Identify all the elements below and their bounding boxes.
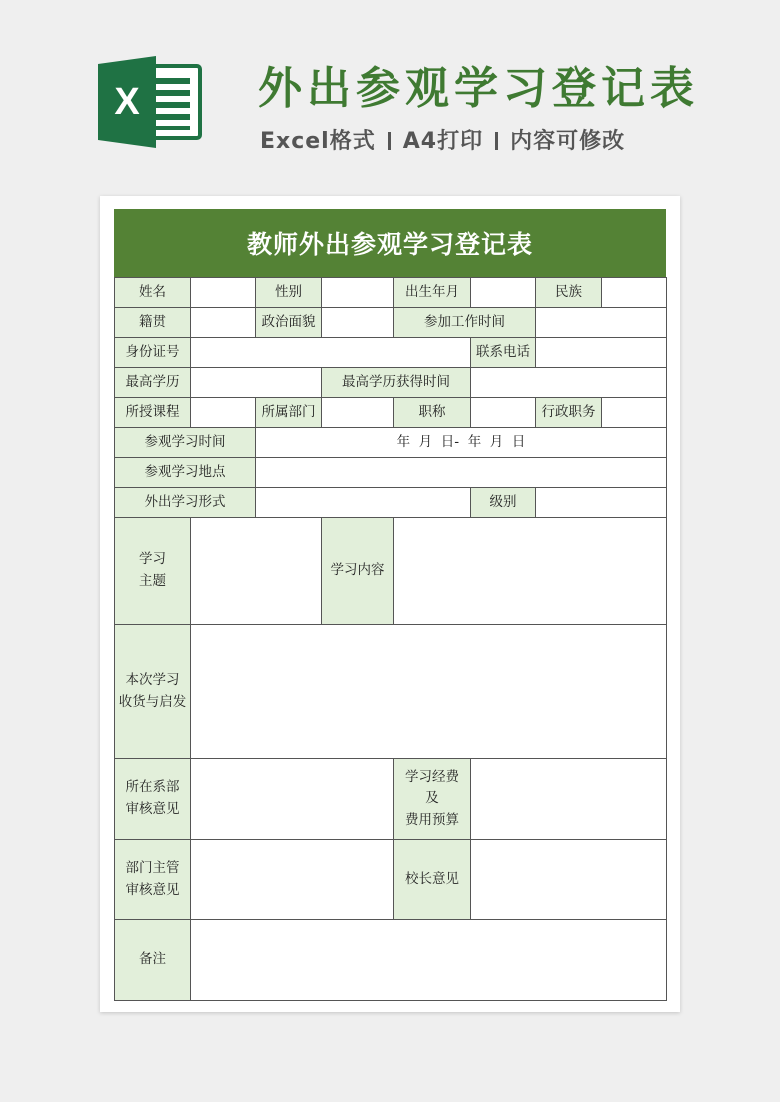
label-gender: 性别: [256, 278, 322, 308]
remarks-field[interactable]: [191, 920, 667, 1001]
label-dept-review: 所在系部 审核意见: [115, 759, 191, 840]
label-ethnicity: 民族: [536, 278, 602, 308]
label-birth: 出生年月: [394, 278, 471, 308]
education-field[interactable]: [191, 368, 322, 398]
topic-field[interactable]: [191, 518, 322, 625]
label-visit-form: 外出学习形式: [115, 488, 256, 518]
page-header: [0, 0, 780, 200]
page-subtitle: [260, 124, 625, 155]
content-field[interactable]: [394, 518, 667, 625]
gender-field[interactable]: [322, 278, 394, 308]
budget-field[interactable]: [471, 759, 667, 840]
harvest-field[interactable]: [191, 625, 667, 759]
label-level: 级别: [471, 488, 536, 518]
label-supervisor-review: 部门主管 审核意见: [115, 840, 191, 920]
label-visit-time: 参观学习时间: [115, 428, 256, 458]
subtitle-format: Excel格式: [260, 129, 376, 154]
label-name: 姓名: [115, 278, 191, 308]
label-course: 所授课程: [115, 398, 191, 428]
label-remarks: 备注: [115, 920, 191, 1001]
edu-time-field[interactable]: [471, 368, 667, 398]
label-political: 政治面貌: [256, 308, 322, 338]
dept-review-field[interactable]: [191, 759, 394, 840]
principal-field[interactable]: [471, 840, 667, 920]
subtitle-separator: [388, 132, 391, 150]
name-field[interactable]: [191, 278, 256, 308]
course-field[interactable]: [191, 398, 256, 428]
level-field[interactable]: [536, 488, 667, 518]
department-field[interactable]: [322, 398, 394, 428]
label-education: 最高学历: [115, 368, 191, 398]
label-id-number: 身份证号: [115, 338, 191, 368]
label-native-place: 籍贯: [115, 308, 191, 338]
subtitle-editable: 内容可修改: [510, 129, 626, 154]
svg-text:X: X: [114, 81, 140, 123]
form-title: 教师外出参观学习登记表: [114, 209, 666, 277]
job-title-field[interactable]: [471, 398, 536, 428]
admin-post-field[interactable]: [602, 398, 667, 428]
label-department: 所属部门: [256, 398, 322, 428]
registration-form: [114, 277, 667, 1001]
supervisor-review-field[interactable]: [191, 840, 394, 920]
label-topic: 学习 主题: [115, 518, 191, 625]
visit-place-field[interactable]: [256, 458, 667, 488]
work-start-field[interactable]: [536, 308, 667, 338]
subtitle-separator: [495, 132, 498, 150]
label-work-start: 参加工作时间: [394, 308, 536, 338]
label-content: 学习内容: [322, 518, 394, 625]
label-admin-post: 行政职务: [536, 398, 602, 428]
label-phone: 联系电话: [471, 338, 536, 368]
ethnicity-field[interactable]: [602, 278, 667, 308]
political-field[interactable]: [322, 308, 394, 338]
page-title: 外出参观学习登记表: [258, 63, 699, 114]
native-place-field[interactable]: [191, 308, 256, 338]
excel-icon: [98, 56, 202, 148]
subtitle-print: A4打印: [402, 129, 484, 154]
visit-form-field[interactable]: [256, 488, 471, 518]
birth-field[interactable]: [471, 278, 536, 308]
label-harvest: 本次学习 收货与启发: [115, 625, 191, 759]
label-job-title: 职称: [394, 398, 471, 428]
id-number-field[interactable]: [191, 338, 471, 368]
label-budget: 学习经费 及 费用预算: [394, 759, 471, 840]
visit-time-field[interactable]: 年 月 日- 年 月 日: [256, 428, 667, 458]
phone-field[interactable]: [536, 338, 667, 368]
label-principal: 校长意见: [394, 840, 471, 920]
label-visit-place: 参观学习地点: [115, 458, 256, 488]
label-edu-time: 最高学历获得时间: [322, 368, 471, 398]
